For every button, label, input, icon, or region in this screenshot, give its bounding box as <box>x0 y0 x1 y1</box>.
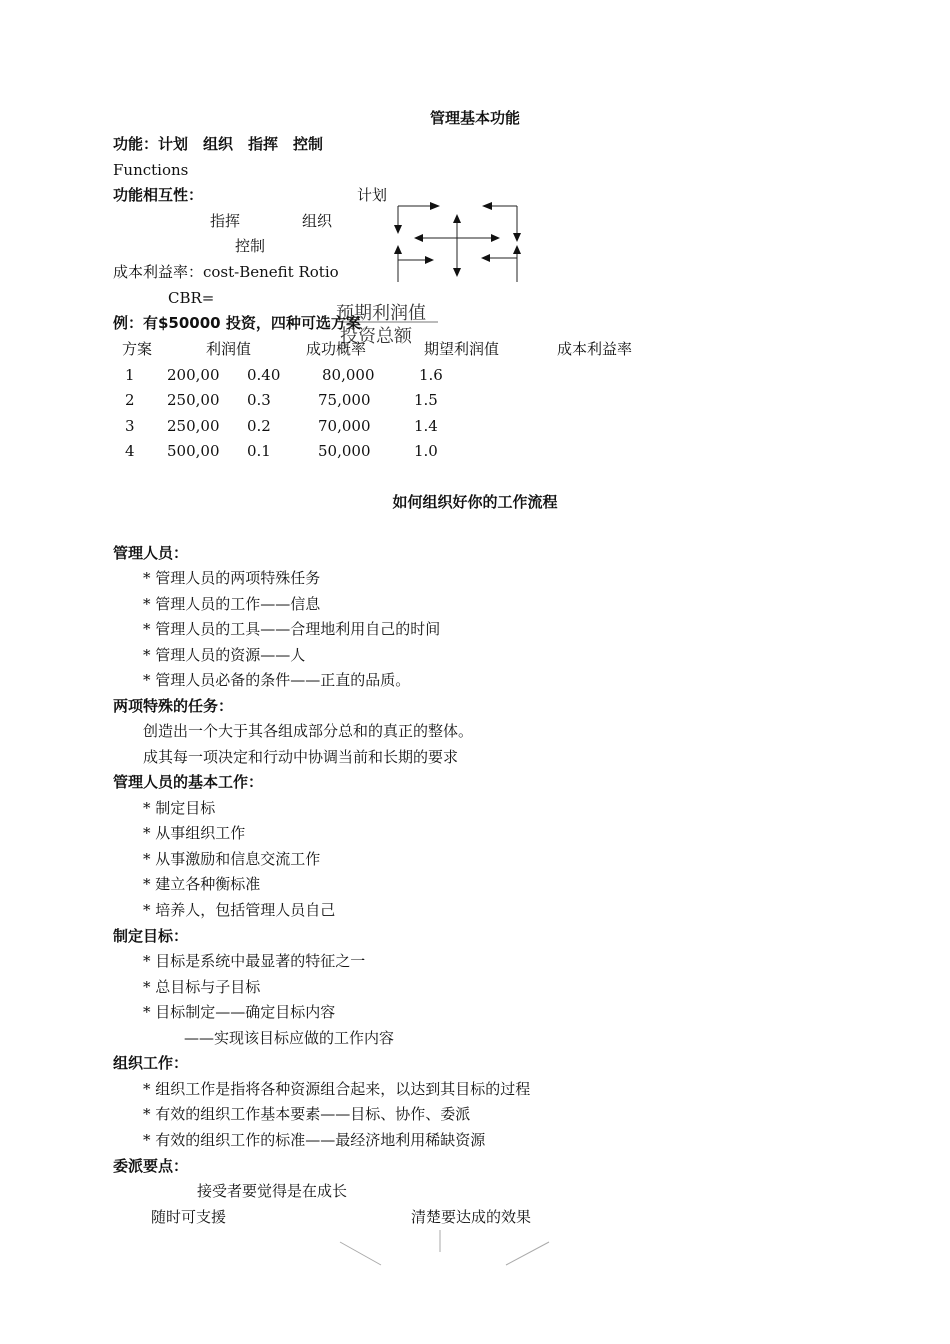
functions-en: Functions <box>113 161 189 179</box>
table-cell: 1.5 <box>414 391 438 409</box>
org-heading: 组织工作： <box>113 1054 189 1072</box>
tasks-heading: 两项特殊的任务： <box>113 697 234 715</box>
list-item: * 制定目标 <box>143 799 216 817</box>
table-cell: 70,000 <box>318 417 371 435</box>
table-cell: 200,00 <box>167 366 220 384</box>
table-header: 期望利润值 <box>424 340 500 358</box>
table-header: 成功概率 <box>306 340 367 358</box>
list-item: * 从事组织工作 <box>143 824 246 842</box>
diagram-command-label: 指挥 <box>210 212 241 230</box>
table-cell: 1.6 <box>419 366 443 384</box>
table-cell: 75,000 <box>318 391 371 409</box>
list-item: * 管理人员的工具——合理地利用自己的时间 <box>143 620 441 638</box>
list-item: * 管理人员必备的条件——正直的品质。 <box>143 671 411 689</box>
table-cell: 50,000 <box>318 442 371 460</box>
list-item: ——实现该目标应做的工作内容 <box>184 1029 395 1047</box>
list-item: * 有效的组织工作的标准——最经济地利用稀缺资源 <box>143 1131 486 1149</box>
list-item: * 管理人员的工作——信息 <box>143 595 321 613</box>
list-item: * 组织工作是指将各种资源组合起来，以达到其目标的过程 <box>143 1080 531 1098</box>
list-item: 成其每一项决定和行动中协调当前和长期的要求 <box>143 748 459 766</box>
delegate-heading: 委派要点： <box>113 1157 189 1175</box>
list-item: 创造出一个大于其各组成部分总和的真正的整体。 <box>143 722 474 740</box>
table-cell: 1.4 <box>414 417 438 435</box>
fraction-denominator: 投资总额 <box>340 326 412 347</box>
diagram-plan-label: 计划 <box>357 186 388 204</box>
table-header: 方案 <box>122 340 153 358</box>
table-cell: 1 <box>125 366 135 384</box>
fraction-numerator: 预期利润值 <box>336 303 426 324</box>
list-item: * 从事激励和信息交流工作 <box>143 850 321 868</box>
list-item: * 目标是系统中最显著的特征之一 <box>143 952 366 970</box>
list-item: * 管理人员的资源——人 <box>143 646 306 664</box>
table-cell: 2 <box>125 391 135 409</box>
list-item: * 培养人，包括管理人员自己 <box>143 901 336 919</box>
diagram-control-label: 控制 <box>235 237 266 255</box>
table-cell: 500,00 <box>167 442 220 460</box>
table-cell: 4 <box>125 442 135 460</box>
goals-heading: 制定目标： <box>113 927 189 945</box>
delegate-top-point: 接受者要觉得是在成长 <box>197 1182 348 1200</box>
table-cell: 0.1 <box>247 442 271 460</box>
table-cell: 0.2 <box>247 417 271 435</box>
section-title: 如何组织好你的工作流程 <box>392 493 558 511</box>
interaction-label: 功能相互性： <box>113 186 204 204</box>
list-item: * 有效的组织工作基本要素——目标、协作、委派 <box>143 1105 471 1123</box>
cbr-eq: CBR= <box>168 289 215 307</box>
list-item: * 管理人员的两项特殊任务 <box>143 569 321 587</box>
table-cell: 250,00 <box>167 391 220 409</box>
cbr-label: 成本利益率：cost-Benefit Rotio <box>113 263 339 281</box>
page-title: 管理基本功能 <box>429 109 521 127</box>
table-header: 利润值 <box>206 340 252 358</box>
managers-heading: 管理人员： <box>113 544 189 562</box>
list-item: * 建立各种衡标准 <box>143 875 261 893</box>
table-cell: 250,00 <box>167 417 220 435</box>
delegate-right-point: 清楚要达成的效果 <box>411 1208 532 1226</box>
table-cell: 80,000 <box>322 366 375 384</box>
table-cell: 0.40 <box>247 366 281 384</box>
table-cell: 0.3 <box>247 391 271 409</box>
functions-line: 功能：计划 组织 指挥 控制 <box>113 135 324 153</box>
basic-work-heading: 管理人员的基本工作： <box>113 773 264 791</box>
table-cell: 1.0 <box>414 442 438 460</box>
example-line: 例：有$50000 投资，四种可选方案 <box>113 314 361 332</box>
diagram-organize-label: 组织 <box>302 212 333 230</box>
list-item: * 目标制定——确定目标内容 <box>143 1003 336 1021</box>
table-header: 成本利益率 <box>557 340 633 358</box>
delegate-left-point: 随时可支援 <box>151 1208 227 1226</box>
list-item: * 总目标与子目标 <box>143 978 261 996</box>
table-cell: 3 <box>125 417 135 435</box>
